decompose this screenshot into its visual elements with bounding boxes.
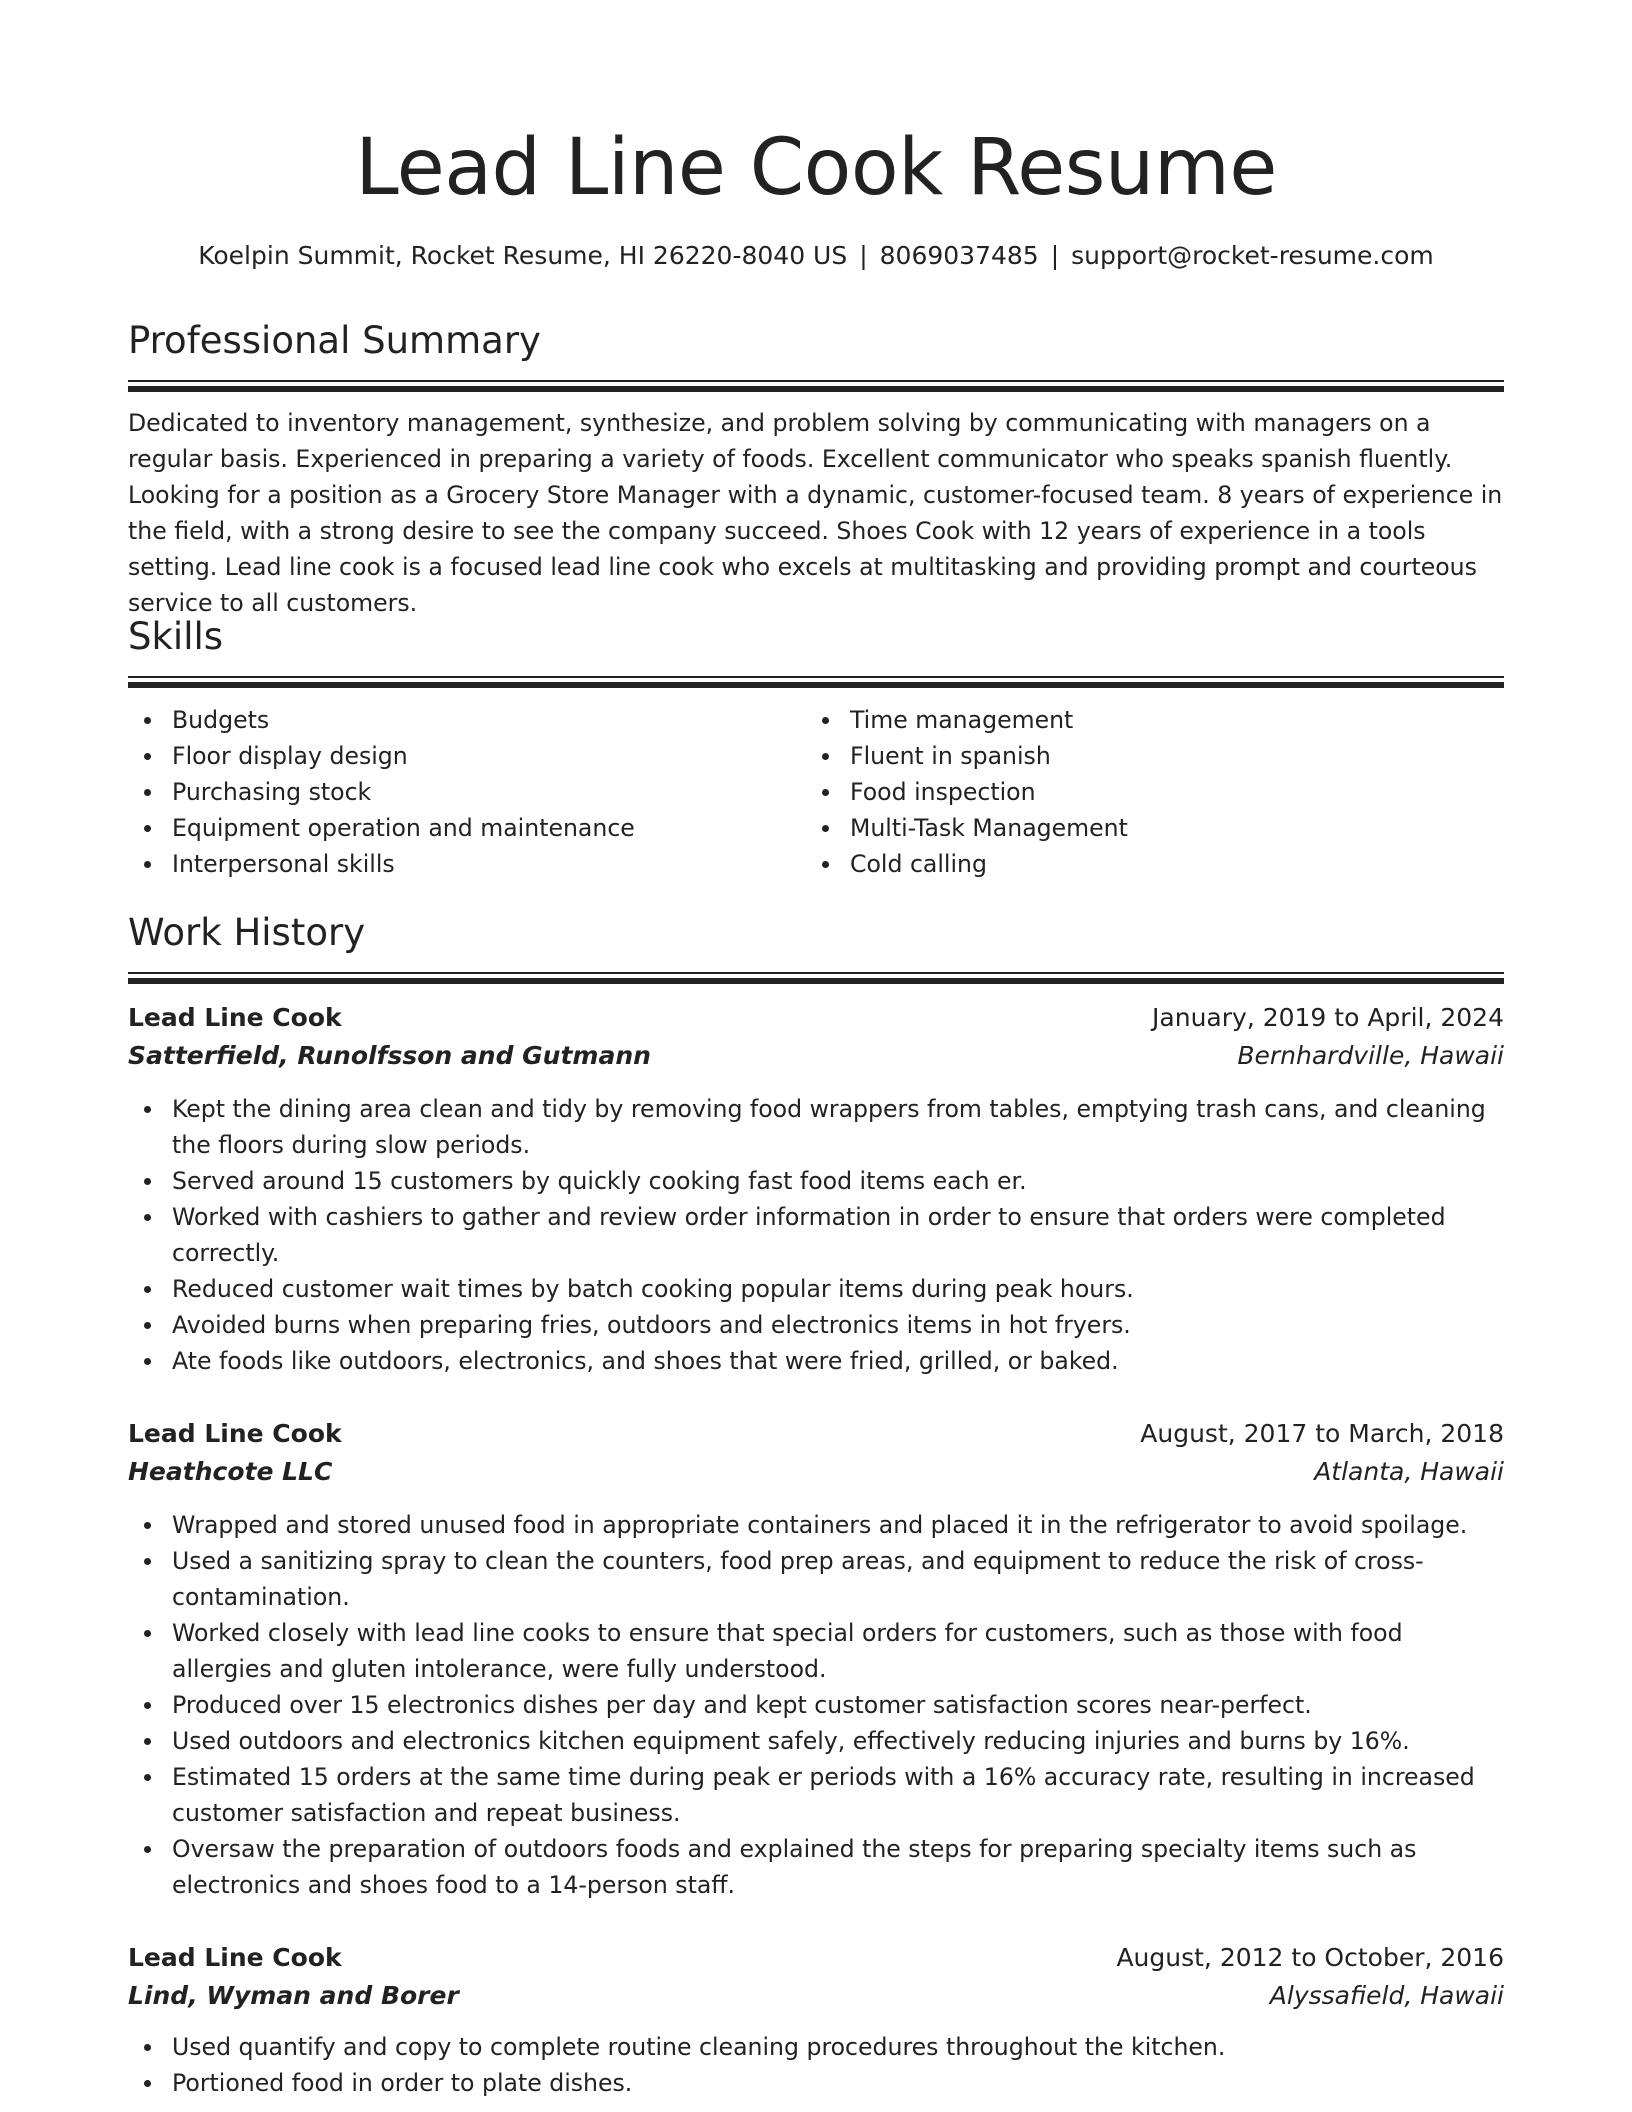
skill-item: Time management [806, 702, 1466, 738]
job-entry [128, 1415, 1504, 1903]
contact-separator: | [1050, 241, 1060, 270]
summary-text: Dedicated to inventory management, synthesize, and problem solving by communicating with managers on a regular basis. Experienced in preparing a variety of foods. Excellent communicator who speaks spanish fluently. Looking for a position as a Grocery Store Manager with a dynamic, customer-focused team. 8 years of experience in the field, with a strong desire to see the company succeed. Shoes Cook with 12 years of experience in a tools setting. Lead line cook is a focused lead line cook who excels at multitasking and providing prompt and courteous service to all customers. [128, 409, 1503, 617]
job-bullet: Avoided burns when preparing fries, outdoors and electronics items in hot fryers. [128, 1307, 1504, 1343]
job-bullet: Estimated 15 orders at the same time during peak er periods with a 16% accuracy rate, resulting in increased customer satisfaction and repeat business. [128, 1759, 1504, 1831]
job-role: Lead Line Cook [128, 1419, 342, 1448]
job-role: Lead Line Cook [128, 1003, 342, 1032]
job-bullet: Used quantify and copy to complete routine cleaning procedures throughout the kitchen. [128, 2029, 1504, 2065]
job-bullet: Wrapped and stored unused food in appropriate containers and placed it in the refrigerator to avoid spoilage. [128, 1507, 1504, 1543]
job-bullet: Used a sanitizing spray to clean the counters, food prep areas, and equipment to reduce the risk of cross-contamination. [128, 1543, 1504, 1615]
section-divider [128, 972, 1504, 974]
job-bullet: Portioned food in order to plate dishes. [128, 2065, 1504, 2101]
section-divider [128, 380, 1504, 382]
job-dates: August, 2012 to October, 2016 [1116, 1943, 1504, 1972]
skills-list-right [806, 702, 1466, 882]
job-dates: January, 2019 to April, 2024 [1152, 1003, 1504, 1032]
contact-phone: 8069037485 [879, 241, 1039, 270]
section-divider [128, 676, 1504, 678]
job-company: Lind, Wyman and Borer [128, 1981, 459, 2010]
skill-item: Multi-Task Management [806, 810, 1466, 846]
job-location: Bernhardville, Hawaii [1237, 1041, 1504, 1070]
job-bullet: Used outdoors and electronics kitchen equipment safely, effectively reducing injuries and burns by 16%. [128, 1723, 1504, 1759]
job-bullets [128, 1091, 1504, 1379]
work-heading: Work History [128, 911, 366, 954]
job-bullet: Oversaw the preparation of outdoors foods and explained the steps for preparing specialty items such as electronics and shoes food to a 14-person staff. [128, 1831, 1504, 1903]
job-company-row [128, 1453, 1504, 1491]
skills-heading: Skills [128, 615, 224, 658]
section-divider [128, 386, 1504, 392]
skill-item: Equipment operation and maintenance [128, 810, 788, 846]
job-bullet: Reduced customer wait times by batch cooking popular items during peak hours. [128, 1271, 1504, 1307]
job-title-row [128, 999, 1504, 1037]
work-section-header [128, 908, 1504, 984]
job-role: Lead Line Cook [128, 1943, 342, 1972]
contact-line [128, 238, 1504, 274]
skill-item: Purchasing stock [128, 774, 788, 810]
job-company-row [128, 1037, 1504, 1075]
job-bullet: Kept the dining area clean and tidy by removing food wrappers from tables, emptying trash cans, and cleaning the floors during slow periods. [128, 1091, 1504, 1163]
skills-section-header [128, 612, 1504, 688]
contact-separator: | [859, 241, 868, 270]
summary-section-header [128, 316, 1504, 392]
skill-item: Cold calling [806, 846, 1466, 882]
skills-list-left [128, 702, 788, 882]
skill-item: Interpersonal skills [128, 846, 788, 882]
job-entry [128, 999, 1504, 1379]
skill-item: Floor display design [128, 738, 788, 774]
skill-item: Fluent in spanish [806, 738, 1466, 774]
skill-item: Food inspection [806, 774, 1466, 810]
job-bullet: Served around 15 customers by quickly cooking fast food items each er. [128, 1163, 1504, 1199]
job-title-row [128, 1939, 1504, 1977]
job-title-row [128, 1415, 1504, 1453]
job-bullet: Ate foods like outdoors, electronics, and shoes that were fried, grilled, or baked. [128, 1343, 1504, 1379]
contact-address: Koelpin Summit, Rocket Resume, HI 26220-8040 US [198, 241, 848, 270]
section-divider [128, 682, 1504, 688]
resume-title: Lead Line Cook Resume [355, 123, 1277, 213]
contact-email[interactable]: support@rocket-resume.com [1071, 241, 1434, 270]
section-divider [128, 978, 1504, 984]
job-location: Alyssafield, Hawaii [1269, 1981, 1504, 2010]
job-company-row [128, 1977, 1504, 2015]
job-company: Heathcote LLC [128, 1457, 333, 1486]
job-location: Atlanta, Hawaii [1314, 1457, 1504, 1486]
job-bullets [128, 1507, 1504, 1903]
job-bullet: Worked with cashiers to gather and review order information in order to ensure that orders were completed correctly. [128, 1199, 1504, 1271]
summary-heading: Professional Summary [128, 319, 541, 362]
skill-item: Budgets [128, 702, 788, 738]
job-bullet: Produced over 15 electronics dishes per day and kept customer satisfaction scores near-perfect. [128, 1687, 1504, 1723]
job-company: Satterfield, Runolfsson and Gutmann [128, 1041, 651, 1070]
job-bullets [128, 2029, 1504, 2101]
job-bullet: Worked closely with lead line cooks to ensure that special orders for customers, such as those with food allergies and gluten intolerance, were fully understood. [128, 1615, 1504, 1687]
job-entry [128, 1939, 1504, 2101]
job-dates: August, 2017 to March, 2018 [1140, 1419, 1504, 1448]
